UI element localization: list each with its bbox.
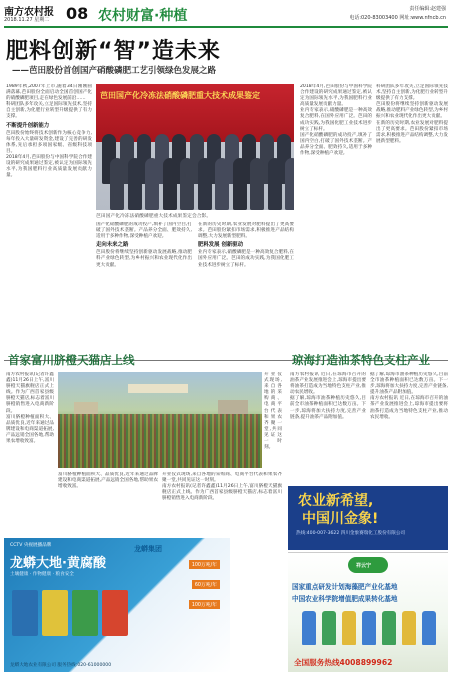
- photo-person: [128, 158, 142, 210]
- paragraph: 在新的历史时期,农业发展对肥料提出了更高要求。芭田股份紧扣市场需求,积极推进产品结构调整,大力发展新型肥料。: [376, 120, 448, 144]
- ad-footer: 龙蟒大地农业有限公司 服务热线:020-61000000: [10, 663, 112, 668]
- right-story-column-2: [370, 372, 448, 482]
- ad-tagline: CCTV 央视展播品牌: [10, 543, 52, 548]
- fertilizer-ad-right-bottom[interactable]: [288, 552, 448, 672]
- service-hotline[interactable]: 全国服务热线4008899962: [294, 658, 393, 667]
- newspaper-logo: 南方农村报: [4, 7, 54, 18]
- ad-slogan: 土壤健康 · 作物健康 · 粮食安全: [10, 572, 74, 577]
- product-bottle-icon: [422, 611, 436, 645]
- photo-person: [268, 158, 282, 210]
- paragraph: 南方农村报讯(记者许鑫鑫)11月26日上午,富川脐橙天猫旗舰店正式上线。作为广西首家县级脐橙天猫店,标志着富川脐橙销售进入电商新阶段。: [6, 372, 54, 414]
- lead-column-1: [6, 84, 92, 356]
- ad-line-1: 国家重点研发计划海藻肥产业化基地: [292, 583, 398, 591]
- photo-person: [250, 158, 264, 210]
- paragraph: 科研团队多年攻关,立足国际领先技术,坚持自主创新,为化肥行业转型升级提供了有力支撑。: [6, 102, 92, 120]
- fertilizer-bag-icon: [12, 590, 38, 636]
- paragraph: 开业仪式现场,来自各地的采购商、电商平台代表和果农齐聚一堂,共同见证这一时刻。: [162, 472, 282, 484]
- product-bottle-icon: [382, 611, 396, 645]
- product-bottle-icon: [362, 611, 376, 645]
- photo-caption: 芭田国产化冷冻法硝酸磷肥重大技术成果鉴定会合影。: [96, 214, 212, 219]
- page-number: 08: [66, 4, 89, 23]
- paragraph: 据了解,琼海市油茶种植历史悠久,目前全市油茶种植面积已达数万亩。下一步,琼海将加大扶持力度,完善产业链条,提升油茶产品附加值。: [370, 372, 448, 396]
- paragraph: 国产化硝酸磷肥的成功投产,填补了国内空白,打破了国外技术垄断。产品养分全面、肥效持久,适用于多种作物,深受种植户欢迎。: [300, 132, 372, 157]
- lead-subhead: ——芭田股份首创国产硝酸磷肥工艺引领绿色发展之路: [12, 66, 217, 76]
- issue-date: 2018.11.27 星期二: [4, 17, 50, 23]
- photo-banner: [128, 384, 188, 393]
- column-subtitle: 肥料发展 创新驱动: [198, 242, 244, 249]
- lead-column-4: [300, 84, 372, 356]
- ad-capacity-tag: 100万吨/年: [189, 560, 220, 569]
- paragraph: 富川脐橙种植面积大、品质优良,近年来通过品牌建设和电商渠道拓展,产品远销全国各地,帮助果农增收致富。: [6, 414, 54, 445]
- fertilizer-bag-icon: [42, 590, 68, 636]
- section-title: 农村财富·种植: [98, 8, 188, 24]
- left-story-side-note: [264, 372, 282, 468]
- paragraph: 科研团队多年攻关,立足国际领先技术,坚持自主创新,为化肥行业转型升级提供了有力支撑。: [376, 84, 448, 102]
- paragraph: 国产化硝酸磷肥的成功投产,填补了国内空白,打破了国外技术垄断。产品养分全面、肥效持久,适用于多种作物,深受种植户欢迎。: [96, 222, 192, 240]
- fertilizer-bag-icon: [102, 590, 128, 636]
- photo-person: [163, 158, 177, 210]
- product-bottle-icon: [322, 611, 336, 645]
- photo-person: [285, 158, 294, 210]
- photo-person: [233, 158, 247, 210]
- fertilizer-bag-icon: [72, 590, 98, 636]
- product-bottle-icon: [402, 611, 416, 645]
- paragraph: 南方农村报讯 近日,在琼海市召开的油茶产业发展推进会上,琼海市提出要将油茶打造成为当地特色支柱产业,推动农民增收。: [290, 372, 366, 396]
- paragraph: 南方农村报讯 近日,在琼海市召开的油茶产业发展推进会上,琼海市提出要将油茶打造成为当地特色支柱产业,推动农民增收。: [370, 396, 448, 420]
- contact-line: 电话:020-83003400 网址:www.nfncb.cn: [349, 15, 446, 21]
- paragraph: 富川脐橙种植面积大、品质优良,近年来通过品牌建设和电商渠道拓展,产品远销全国各地,帮助果农增收致富。: [58, 472, 158, 490]
- lead-column-3: [198, 222, 294, 356]
- paragraph: 业内专家表示,硝酸磷肥是一种高效复合肥料,在国外应用广泛。芭田的成功实践,为我国化肥工业技术进步树立了标杆。: [198, 250, 294, 268]
- left-story-photo[interactable]: [58, 372, 262, 468]
- left-story-title[interactable]: 首家富川脐橙天猫店上线: [8, 353, 135, 367]
- right-story-title[interactable]: 琼海打造油茶特色支柱产业: [292, 353, 430, 367]
- paragraph: 开业仪式现场,来自各地的采购商、电商平台代表和果农齐聚一堂,共同见证这一时刻。: [264, 372, 282, 451]
- left-story-column-3: [162, 472, 282, 534]
- paragraph: 2018年4月,芭田股份与中国科学院合作建设的研究成果通过鉴定,被认定为国际领先水平,为我国肥料行业高质量发展贡献力量。: [300, 84, 372, 108]
- photo-person: [180, 158, 194, 210]
- ad-capacity-tag: 60万吨/年: [192, 580, 220, 589]
- lead-column-2: [96, 222, 192, 356]
- paragraph: 业内专家表示,硝酸磷肥是一种高效复合肥料,在国外应用广泛。芭田的成功实践,为我国化肥工业技术进步树立了标杆。: [300, 108, 372, 132]
- photo-crowd: [58, 414, 262, 468]
- lead-photo[interactable]: [96, 84, 294, 210]
- right-story-column-1: [290, 372, 366, 482]
- ad-line-2: 中国农业科学院增值肥成果转化基地: [292, 595, 398, 603]
- fertilizer-ad-left[interactable]: [4, 538, 230, 672]
- fertilizer-ad-right-top[interactable]: [288, 486, 448, 550]
- paragraph: 芭田股份始终将技术创新作为核心竞争力,每年投入大量研发资金,建设了完善的研发体系,先后承担多项国家级、省级科技项目。: [6, 130, 92, 154]
- ad-line-1: 农业新希望,: [298, 493, 374, 509]
- photo-person: [198, 158, 212, 210]
- paragraph: 2018年4月,芭田股份与中国科学院合作建设的研究成果通过鉴定,被认定为国际领先水平,为我国肥料行业高质量发展贡献力量。: [6, 155, 92, 179]
- paragraph: 芭田股份将继续坚持创新驱动发展战略,推动肥料产业绿色转型,为乡村振兴和农业现代化作出更大贡献。: [376, 102, 448, 120]
- editor-line: 责任编辑:赵建强: [409, 6, 446, 12]
- ad-title: 龙蟒大地·黄腐酸: [10, 556, 106, 571]
- left-story-column-1: [6, 372, 54, 532]
- paragraph: 据了解,琼海市油茶种植历史悠久,目前全市油茶种植面积已达数万亩。下一步,琼海将加大扶持力度,完善产业链条,提升油茶产品附加值。: [290, 396, 366, 420]
- ad-capacity-tag: 100万吨/年: [189, 600, 220, 609]
- photo-person: [145, 158, 159, 210]
- column-subtitle: 不断提升创新能力: [6, 122, 50, 129]
- group-photo-people: [98, 124, 292, 210]
- photo-banner-text: 芭田国产化冷冻法硝酸磷肥重大技术成果鉴定: [100, 91, 260, 100]
- left-story-column-2: [58, 472, 158, 534]
- ad-line-2: 中国川金象!: [302, 511, 379, 527]
- ad-brand: 龙蟒集团: [134, 545, 162, 553]
- masthead: [0, 0, 452, 28]
- photo-person: [215, 158, 229, 210]
- product-bottle-icon: [302, 611, 316, 645]
- ad-contact: 热线:400-007-3622 四川金象赛瑞化工股份有限公司: [296, 531, 406, 536]
- paragraph: 1989年秋,2007年上市,随着34日刚刚圆满落幕,芭田股份全面启动全国首创国产化的硝酸磷肥项目,走在绿色发展前沿……: [6, 84, 92, 102]
- paragraph: 在新的历史时期,农业发展对肥料提出了更高要求。芭田股份紧扣市场需求,积极推进产品结构调整,大力发展新型肥料。: [198, 222, 294, 240]
- photo-person: [110, 158, 124, 210]
- paragraph: 芭田股份将继续坚持创新驱动发展战略,推动肥料产业绿色转型,为乡村振兴和农业现代化作出更大贡献。: [96, 250, 192, 268]
- product-bottle-icon: [342, 611, 356, 645]
- lead-column-5: [376, 84, 448, 356]
- lead-headline[interactable]: 肥料创新“智”造未来: [6, 39, 221, 64]
- paragraph: 南方农村报讯(记者许鑫鑫)11月26日上午,富川脐橙天猫旗舰店正式上线。作为广西首家县级脐橙天猫店,标志着富川脐橙销售进入电商新阶段。: [162, 484, 282, 502]
- brand-logo-text: 祥云宁: [356, 563, 372, 569]
- column-subtitle: 走向未来之路: [96, 242, 129, 249]
- masthead-divider: [4, 26, 448, 28]
